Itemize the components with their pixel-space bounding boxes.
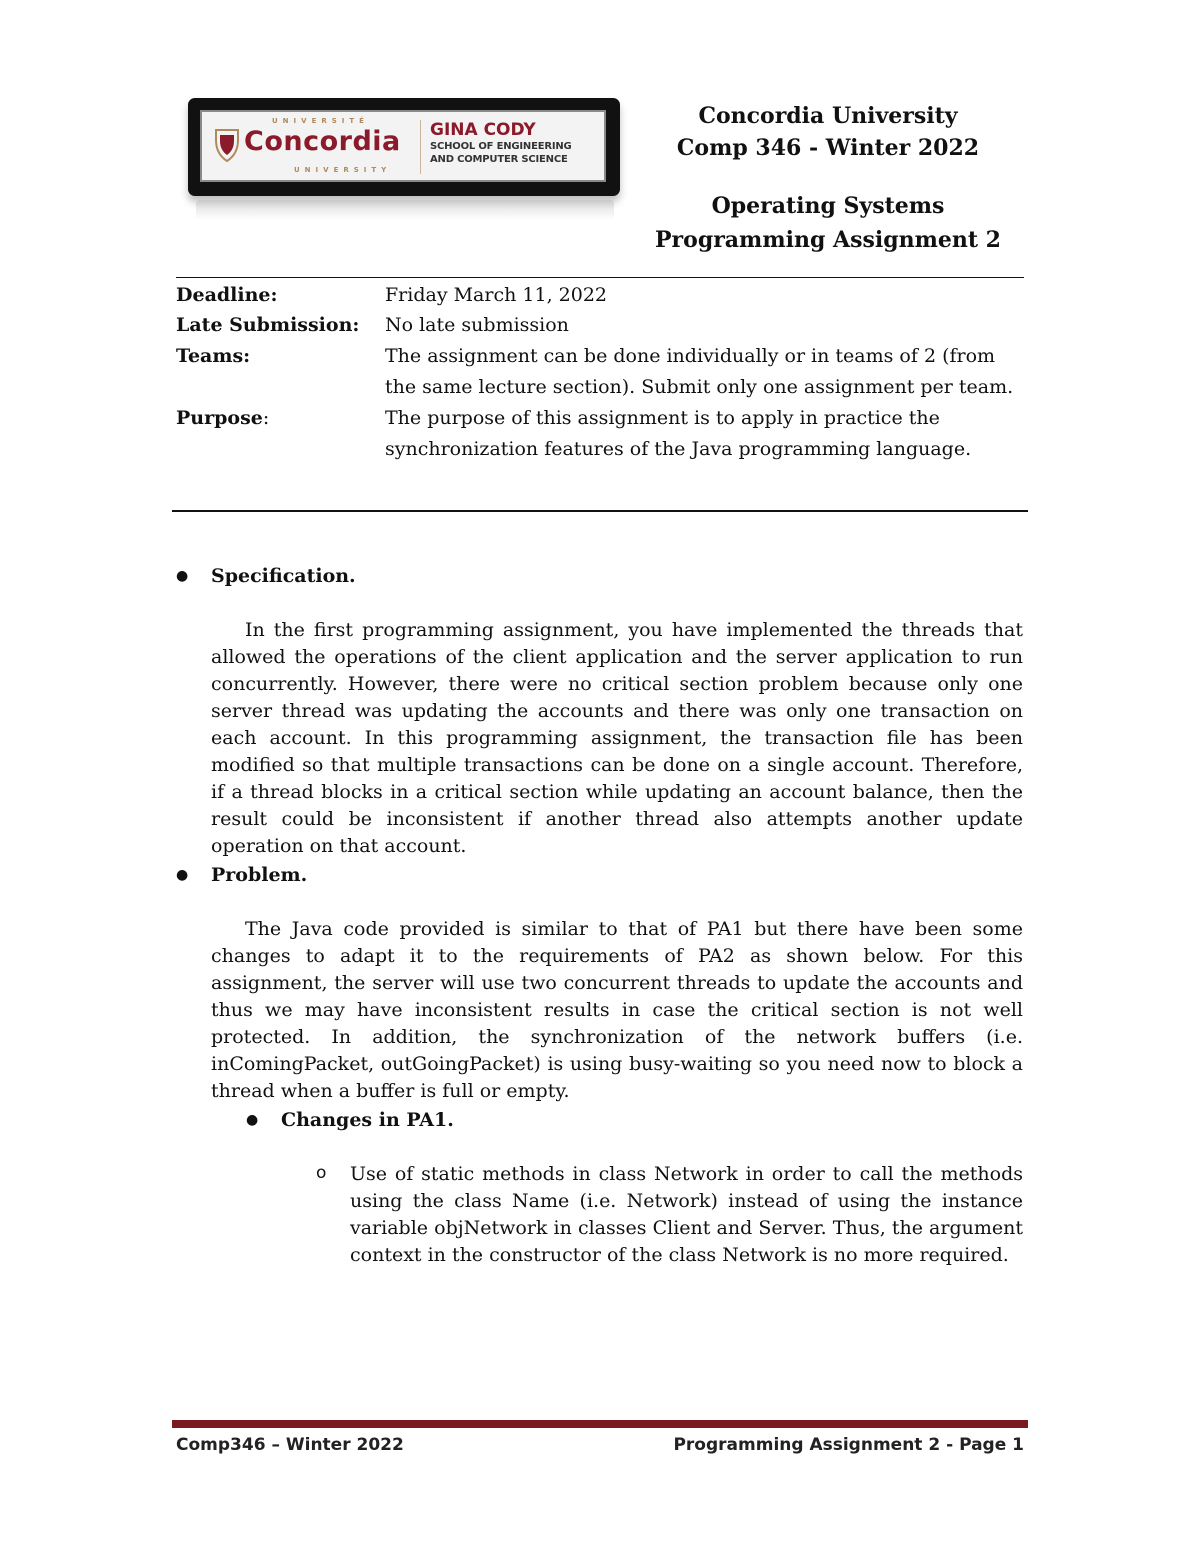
university-logo	[188, 98, 620, 196]
changes-heading: Changes in PA1.	[281, 1109, 454, 1131]
bullet-icon: ●	[176, 568, 189, 584]
specification-heading: Specification.	[211, 565, 356, 587]
logo-reflection	[196, 200, 614, 220]
purpose-label-colon: :	[262, 407, 270, 429]
late-submission-label: Late Submission:	[176, 314, 360, 336]
specification-paragraph: In the first programming assignment, you have implemented the threads that allowed the operations of the client application and the server application to run concurrently. However, there were no critical section problem because only one server thread was updating the accounts and there was only one transaction on each account. In this programming assignment, the transaction file has been modified so that multiple transactions can be done on a single account. Therefore, if a thread blocks in a critical section while updating an account balance, then the result could be inconsistent if another thread also attempts another update operation on that account.	[211, 619, 1023, 857]
logo-school-line1: SCHOOL OF ENGINEERING	[430, 141, 572, 152]
logo-panel	[200, 110, 606, 182]
teams-label: Teams:	[176, 345, 251, 367]
purpose-label-text: Purpose	[176, 407, 263, 429]
problem-paragraph: The Java code provided is similar to that of PA1 but there have been some changes to adapt it to the requirements of PA2 as shown below. For this assignment, the server will use two concurrent threads to update the accounts and thus we may have inconsistent results in case the critical section is not well protected. In addition, the synchronization of the network buffers (i.e. inComingPacket, outGoingPacket) is using busy-waiting so you need now to block a thread when a buffer is full or empty.	[211, 918, 1023, 1102]
header-divider	[176, 277, 1024, 278]
deadline-label: Deadline:	[176, 284, 278, 306]
logo-bottom-text: UNIVERSITY	[294, 166, 392, 174]
footer-page-label: Programming Assignment 2 - Page 1	[673, 1435, 1024, 1455]
footer-bar	[172, 1420, 1028, 1428]
bullet-icon: ●	[176, 867, 189, 883]
bullet-icon: ●	[246, 1112, 259, 1128]
logo-school-line2: AND COMPUTER SCIENCE	[430, 154, 568, 165]
purpose-label	[176, 407, 269, 429]
university-name: Concordia University	[698, 103, 958, 129]
purpose-value: The purpose of this assignment is to apply in practice the synchronization features of the Java programming language.	[385, 407, 972, 460]
subject-title: Operating Systems	[711, 193, 945, 219]
concordia-crest-icon	[214, 126, 240, 164]
assignment-title: Programming Assignment 2	[655, 227, 1001, 253]
logo-top-text: UNIVERSITÉ	[272, 117, 369, 125]
info-divider	[172, 510, 1028, 512]
footer-course: Comp346 – Winter 2022	[176, 1435, 404, 1455]
changes-item-1: Use of static methods in class Network in order to call the methods using the class Name (i.e. Network) instead of using the instance variable objNetwork in classes Client and Server. Thus, the argument context in the constructor of the class Network is no more required.	[350, 1163, 1023, 1266]
sub-bullet-icon: o	[316, 1163, 327, 1183]
logo-school-block	[430, 120, 572, 166]
late-submission-value: No late submission	[385, 314, 569, 336]
logo-school-name: GINA CODY	[430, 120, 536, 140]
deadline-value: Friday March 11, 2022	[385, 284, 607, 306]
problem-heading: Problem.	[211, 864, 308, 886]
logo-wordmark: Concordia	[244, 126, 401, 157]
logo-divider	[420, 120, 421, 174]
course-title: Comp 346 - Winter 2022	[676, 135, 980, 161]
teams-value: The assignment can be done individually or in teams of 2 (from the same lecture section). Submit only one assignment per team.	[385, 345, 1014, 398]
